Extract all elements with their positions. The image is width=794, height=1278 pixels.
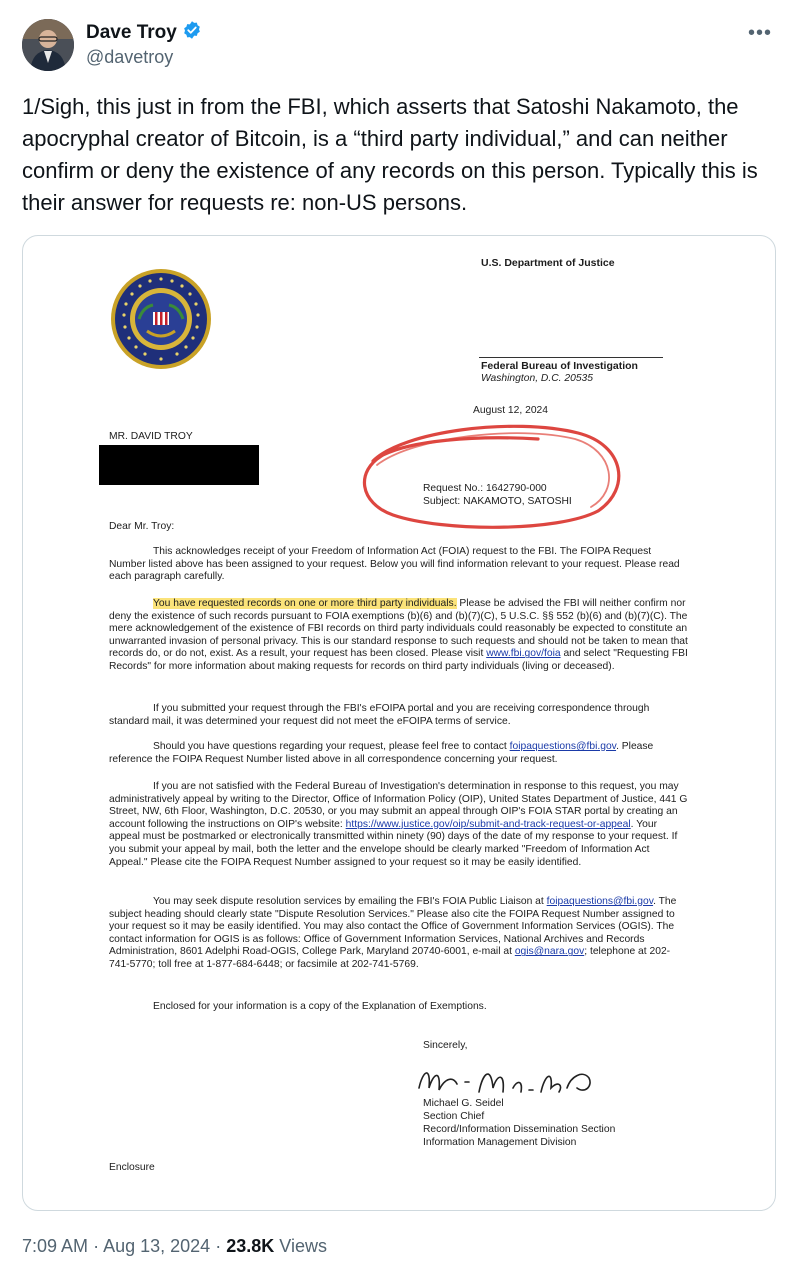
signer-title-1: Section Chief (423, 1111, 485, 1122)
author-name-row[interactable] (86, 20, 202, 46)
letter-paragraph-6: You may seek dispute resolution services by emailing the FBI's FOIA Public Liaison at foipaquestions@fbi.gov. The subject heading should clearly state "Dispute Resolution Services." Please also cite the FOIPA Request Number assigned to your request so it may be easily identified. You may also contact the Office of Government Information Services (OGIS). The contact information for OGIS is as follows: Office of Government Information Services, National Archives and Records Administration, 8601 Adelphi Road-OGIS, College Park, Maryland 20740-6001, e-mail at ogis@nara.gov; telephone at 202-741-5770; toll free at 1-877-684-6448; or facsimile at 202-741-5769. (109, 896, 677, 970)
signer-title-3: Information Management Division (423, 1137, 577, 1148)
separator-dot: · (215, 1236, 227, 1256)
more-options-icon[interactable]: ••• (748, 22, 773, 44)
tweet-text: 1/Sigh, this just in from the FBI, which asserts that Satoshi Nakamoto, the apocryphal creator of Bitcoin, is a “third party individual,” and can neither confirm or deny the existence of any records on this person. Typically this is their answer for requests re: non-US persons. (22, 94, 758, 215)
signer-title-2: Record/Information Dissemination Section (423, 1124, 616, 1135)
letter-request-number: Request No.: 1642790-000 (423, 483, 547, 494)
foipa-email-link[interactable]: foipaquestions@fbi.gov (509, 741, 617, 752)
letter-closing: Sincerely, (423, 1040, 468, 1051)
letter-enclosure: Enclosure (109, 1162, 155, 1173)
tweet-time[interactable]: 7:09 AM (22, 1236, 89, 1256)
letter-location: Washington, D.C. 20535 (481, 373, 593, 384)
red-circle-annotation (353, 419, 633, 534)
redacted-address-block (99, 445, 259, 485)
letter-paragraph-7: Enclosed for your information is a copy of the Explanation of Exemptions. (153, 1001, 487, 1012)
views-label: Views (279, 1236, 327, 1256)
letter-paragraph-3: If you submitted your request through the FBI's eFOIPA portal and you are receiving correspondence through standard mail, it was determined your request did not meet the eFOIPA terms of service. (109, 703, 650, 727)
signature-image (413, 1058, 613, 1100)
fbi-foia-link[interactable]: www.fbi.gov/foia (486, 648, 561, 660)
letter-paragraph-4: Should you have questions regarding your request, please feel free to contact foipaquestions@fbi.gov. Please reference the FOIPA Request Number listed above in all correspondence concerning your request. (109, 741, 654, 765)
letter-addressee: MR. DAVID TROY (109, 431, 193, 442)
ogis-email-link[interactable]: ogis@nara.gov (514, 946, 585, 958)
author-handle[interactable]: @davetroy (86, 47, 174, 67)
letter-bureau: Federal Bureau of Investigation (481, 360, 638, 372)
letter-paragraph-5: If you are not satisfied with the Federal Bureau of Investigation's determination in response to this request, you may administratively appeal by writing to the Director, Office of Information Policy (OIP), United States Department of Justice, 441 G Street, NW, 6th Floor, Washington, D.C. 20530, or you may submit an appeal through OIP's FOIA STAR portal by creating an account following the instructions on OIP's website: https://www.justice.gov/oip/submit-and-track-request-or-appeal. Your appeal must be postmarked or electronically transmitted within ninety (90) days of the date of my response to your request. If you submit your appeal by mail, both the letter and the envelope should be clearly marked "Freedom of Information Act Appeal." Please cite the FOIPA Request Number assigned to your request so it may be easily identified. (109, 781, 688, 868)
letter-salutation: Dear Mr. Troy: (109, 521, 175, 532)
oip-appeal-link[interactable]: https://www.justice.gov/oip/submit-and-track-request-or-appeal (345, 818, 631, 830)
tweet-metadata (22, 1236, 327, 1257)
tweet-date[interactable]: Aug 13, 2024 (103, 1236, 211, 1256)
separator-dot: · (93, 1236, 104, 1256)
tweet-media-image[interactable] (22, 235, 776, 1211)
letter-paragraph-2: You have requested records on one or more third party individuals. Please be advised the FBI will neither confirm nor deny the existence of such records pursuant to FOIA exemptions (b)(6) and (b)(7)(C), 5 U.S.C. §§ 552 (b)(6) and (b)(7)(C). The mere acknowledgement of the existence of FBI records on third party individuals could reasonably be expected to constitute an unwarranted invasion of personal privacy. This is our standard response to such requests and should not be taken to mean that records do, or do not, exist. As a result, your request has been closed. Please visit www.fbi.gov/foia and select "Requesting FBI Records" for more information about making requests for records on third party individuals (living or deceased). (109, 598, 688, 672)
views-count: 23.8K (226, 1236, 275, 1256)
highlighted-text: You have requested records on one or more third party individuals. (153, 598, 457, 609)
author-name[interactable]: Dave Troy (86, 22, 177, 43)
letter-subject: Subject: NAKAMOTO, SATOSHI (423, 496, 572, 507)
signer-name: Michael G. Seidel (423, 1098, 504, 1109)
letterhead-rule (479, 357, 663, 358)
fbi-letter (23, 236, 775, 1210)
avatar[interactable] (22, 19, 74, 71)
verified-badge-icon (182, 20, 202, 46)
letter-department: U.S. Department of Justice (481, 257, 615, 269)
letter-paragraph-1: This acknowledges receipt of your Freedom of Information Act (FOIA) request to the FBI. The FOIPA Request Number listed above has been assigned to your request. Below you will find information relevant to your request. Please read each paragraph carefully. (109, 546, 680, 583)
letter-date: August 12, 2024 (473, 405, 548, 416)
fbi-seal-logo (109, 267, 213, 371)
foipa-email-link-2[interactable]: foipaquestions@fbi.gov (546, 896, 654, 907)
